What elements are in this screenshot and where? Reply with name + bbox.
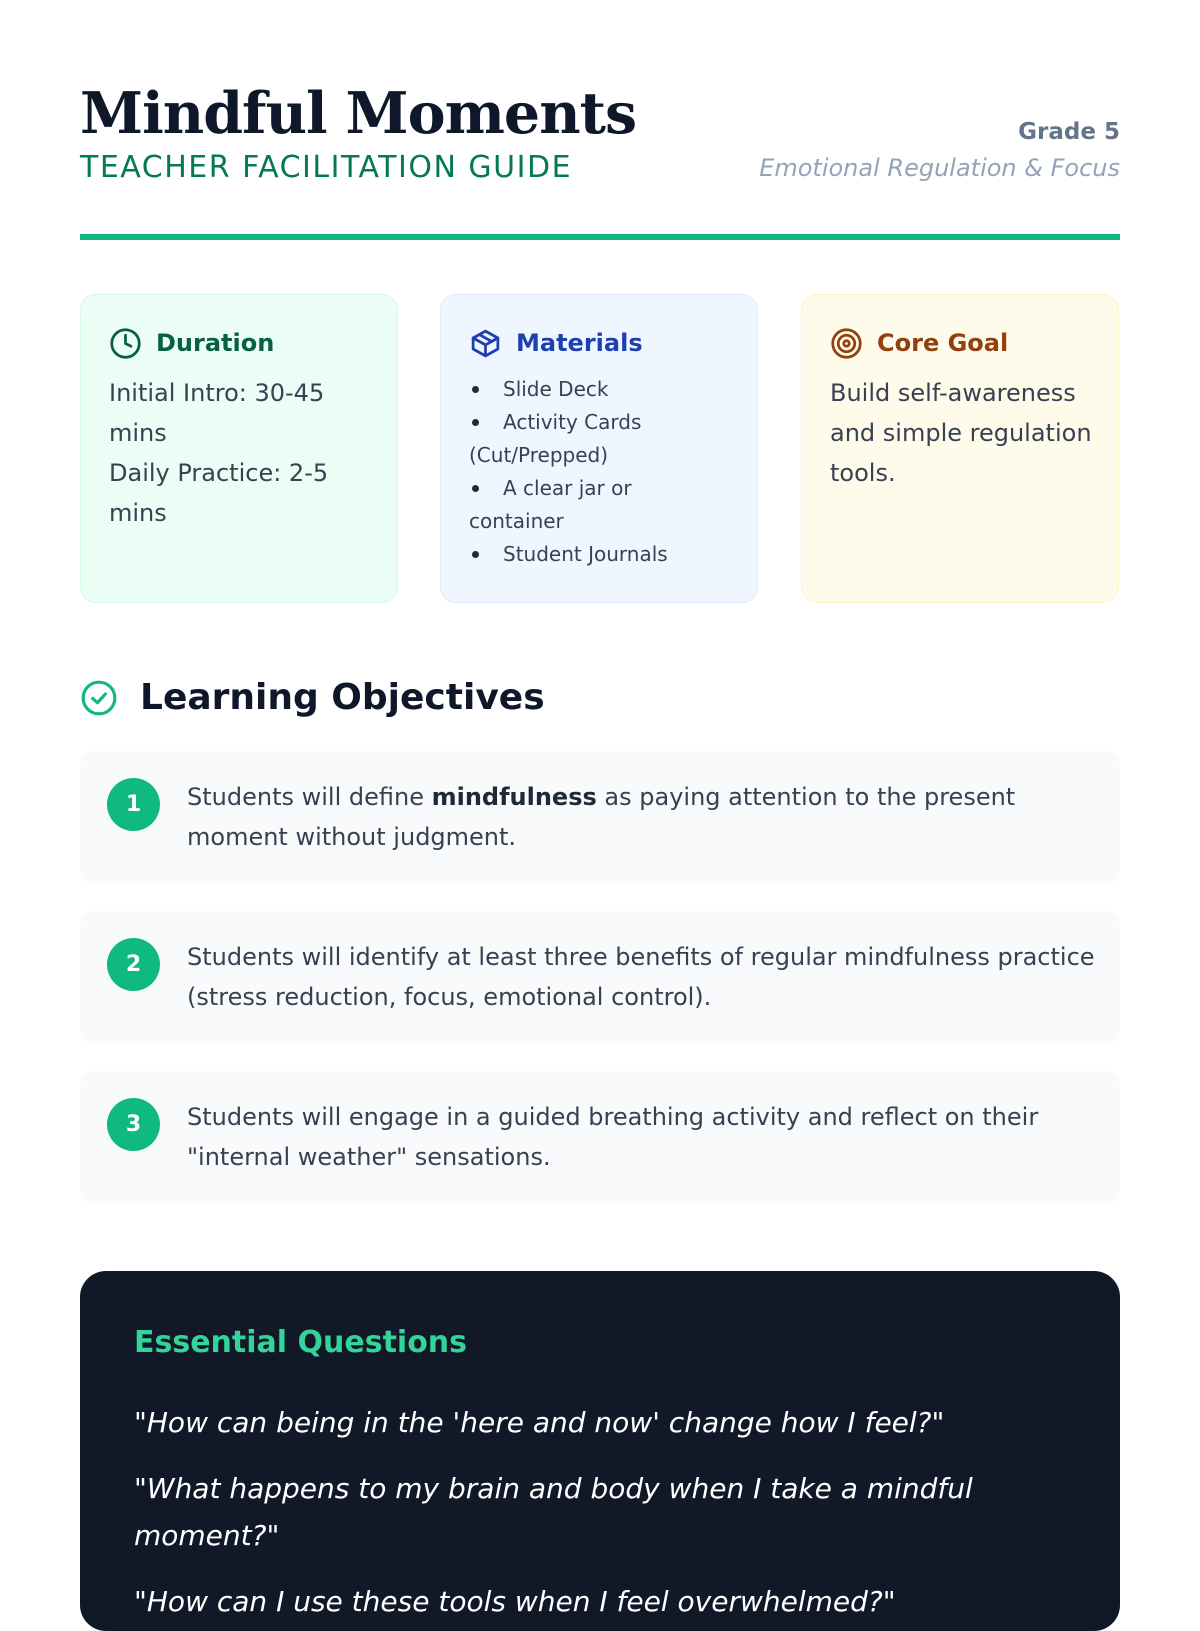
list-item: Student Journals [469,538,731,571]
page-title: Mindful Moments [80,80,637,147]
objective-item [80,751,1120,884]
objective-text: Students will define mindfulness as paying attention to the present moment without judgment. [187,783,1016,851]
lesson-meta [759,116,1120,188]
duration-intro: Initial Intro: 30-45 mins [109,379,325,447]
essential-question: "What happens to my brain and body when I take a mindful moment?" [134,1472,973,1552]
list-item: Slide Deck [469,373,731,406]
materials-list [469,373,731,571]
grade-label: Grade 5 [1018,119,1120,145]
objective-number: 3 [107,1098,160,1151]
highlight-term: mindfulness [431,783,597,811]
core-goal-title: Core Goal [877,329,1009,357]
duration-title: Duration [156,329,275,357]
essential-question: "How can being in the 'here and now' change how I feel?" [134,1406,945,1439]
objective-item [80,1071,1120,1204]
core-goal-card [801,294,1119,603]
target-icon [830,327,863,360]
essential-question: "How can I use these tools when I feel overwhelmed?" [134,1585,896,1618]
materials-card-header [469,323,731,363]
materials-card [440,294,758,603]
essential-questions-panel [80,1271,1120,1631]
guide-page [80,0,1120,1618]
objective-text: Students will identify at least three benefits of regular mindfulness practice (stress reduction, focus, emotional control). [187,943,1095,1011]
core-goal-text: Build self-awareness and simple regulation tools. [830,379,1092,487]
page-subtitle: TEACHER FACILITATION GUIDE [80,150,573,185]
duration-card [80,294,398,603]
list-item: Activity Cards (Cut/Prepped) [469,406,731,472]
essential-questions-title: Essential Questions [134,1325,468,1360]
materials-title: Materials [516,329,643,357]
objective-item [80,911,1120,1044]
list-item: A clear jar or container [469,472,731,538]
duration-card-header [109,323,371,363]
core-goal-card-header [830,323,1092,363]
objective-number: 1 [107,778,160,831]
clock-icon [109,327,142,360]
objective-number: 2 [107,938,160,991]
duration-daily: Daily Practice: 2-5 mins [109,459,329,527]
check-circle-icon [80,679,118,717]
objectives-heading [80,675,545,721]
topic-label: Emotional Regulation & Focus [759,154,1120,182]
header-divider [80,234,1120,240]
box-icon [469,327,502,360]
info-cards [80,294,1120,603]
objectives-title: Learning Objectives [140,677,545,718]
header [80,78,1120,188]
objective-text: Students will engage in a guided breathing activity and reflect on their "internal weather" sensations. [187,1103,1039,1171]
